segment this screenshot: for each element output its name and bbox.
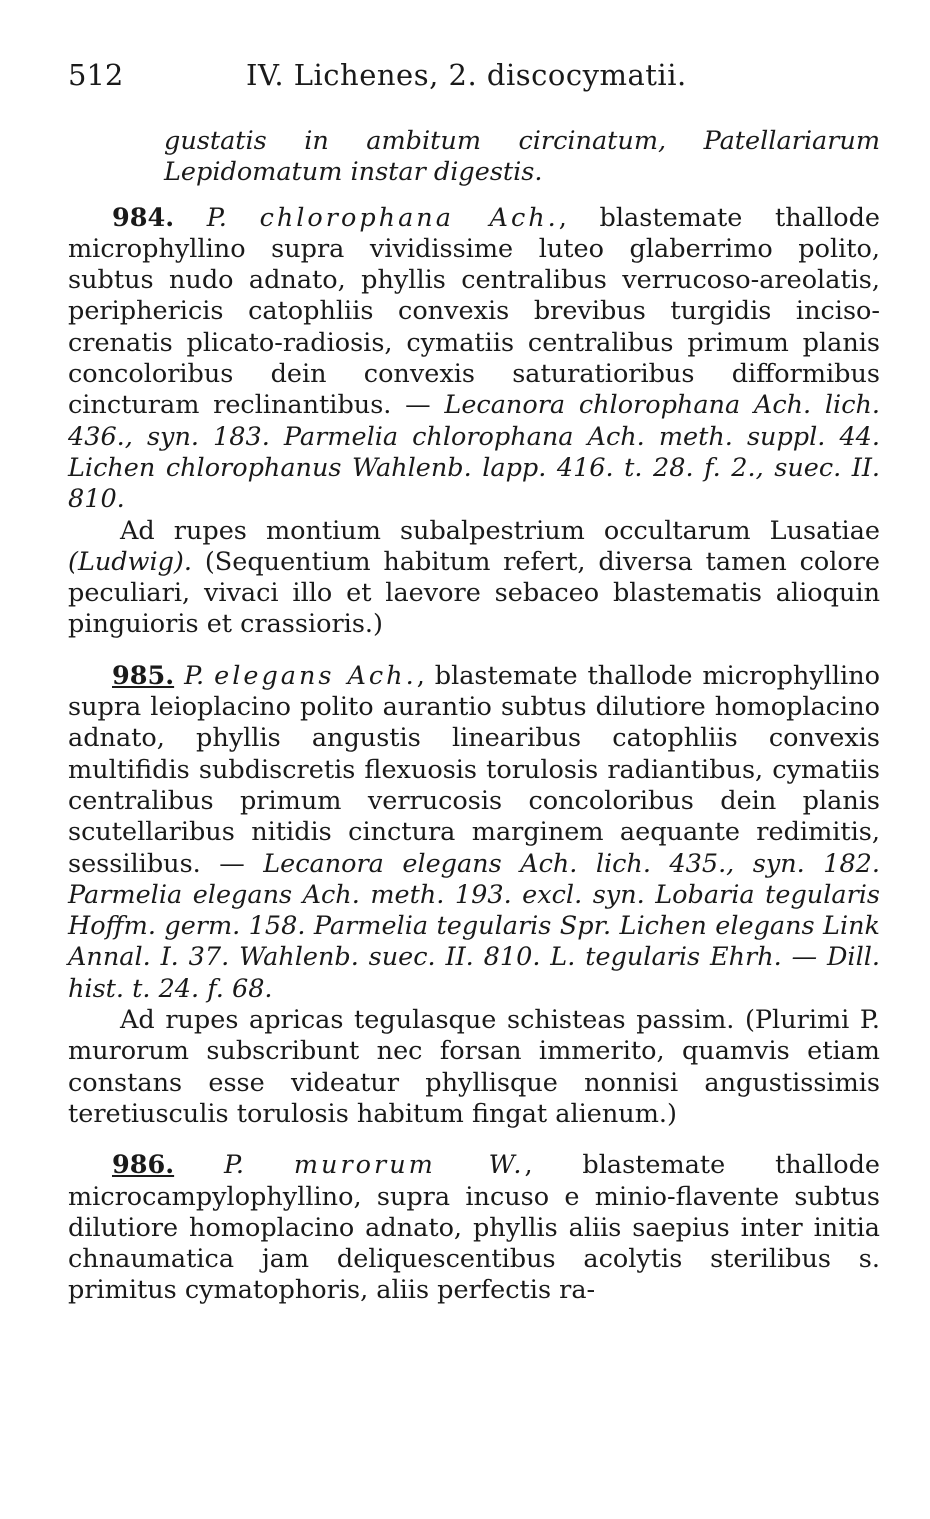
habitat-note: (Plurimi P. murorum subscribunt nec forsan immerito, quamvis etiam constans esse videatur phyllisque nonnisi angustissimis teretiusculis torulosis habitum fingat alienum.) — [68, 1005, 880, 1129]
entry-description: , blastemate thallode microphyllino supra vividissime luteo glaberrimo polito, subtus nudo adnato, phyllis centralibus verrucoso-areolatis, periphericis catophliis convexis brevibus turgidis inciso-crenatis plicato-radiosis, cymatiis centralibus primum planis concoloribus dein convexis saturatioribus difformibus cincturam reclinantibus. — — [68, 202, 880, 421]
habitat-text: Ad rupes montium subalpestrium occultarum Lusatiae — [120, 515, 880, 546]
page-header — [68, 52, 880, 98]
entry-985-habitat — [68, 1005, 880, 1130]
entry-genus: P. — [223, 1150, 245, 1181]
intro-continuation: gustatis in ambitum circinatum, Patellariarum Lepidomatum instar digestis. — [164, 126, 880, 188]
entry-986 — [68, 1150, 880, 1306]
entry-number: 984. — [112, 202, 175, 233]
habitat-note: (Sequentium habitum refert, diversa tamen colore peculiari, vivaci illo et laevore sebaceo blastematis alioquin pinguioris et crassioris.) — [68, 546, 881, 640]
entry-description: , blastemate thallode microphyllino supra leioplacino polito aurantio subtus dilutiore homoplacino adnato, phyllis angustis linearibus catophliis convexis multifidis subdiscretis flexuosis torulosis radiantibus, cymatiis centralibus primum verrucosis concoloribus dein planis scutellaribus nitidis cinctura marginem aequante redimitis, sessilibus. — — [68, 660, 880, 879]
entry-985 — [68, 661, 880, 1005]
entry-synonymy: Lecanora elegans Ach. lich. 435., syn. 182. Parmelia elegans Ach. meth. 193. excl. syn. Lobaria tegularis Hoffm. germ. 158. Parmelia tegularis Spr. Lichen elegans Link Annal. I. 37. Wahlenb. suec. II. 810. L. tegularis Ehrh. — Dill. hist. t. 24. f. 68. — [68, 848, 880, 1004]
collector: (Ludwig). — [68, 546, 192, 577]
book-page — [68, 52, 880, 1307]
entry-species: chlorophana Ach. — [259, 202, 559, 233]
entry-species: elegans Ach. — [214, 660, 417, 691]
habitat-text: Ad rupes apricas tegulasque schisteas passim. — [120, 1005, 735, 1036]
entry-genus: P. — [206, 202, 227, 233]
entry-genus: P. — [184, 660, 205, 691]
entry-number: 986. — [112, 1150, 175, 1181]
page-number: 512 — [68, 58, 124, 92]
entry-984 — [68, 203, 880, 516]
running-title: IV. Lichenes, 2. discocymatii. — [246, 58, 687, 92]
entry-number: 985. — [112, 660, 175, 691]
entry-species: murorum W. — [293, 1150, 525, 1181]
entry-description: , blastemate thallode microcampylophyllino, supra incuso e minio-flavente subtus dilutiore homoplacino adnato, phyllis aliis saepius inter initia chnaumatica jam deliquescentibus acolytis sterilibus s. primitus cymatophoris, aliis perfectis ra- — [68, 1150, 881, 1306]
entry-synonymy: Lecanora chlorophana Ach. lich. 436., syn. 183. Parmelia chlorophana Ach. meth. suppl. 44. Lichen chlorophanus Wahlenb. lapp. 416. t. 28. f. 2., suec. II. 810. — [68, 390, 880, 515]
entry-984-habitat — [68, 516, 880, 641]
